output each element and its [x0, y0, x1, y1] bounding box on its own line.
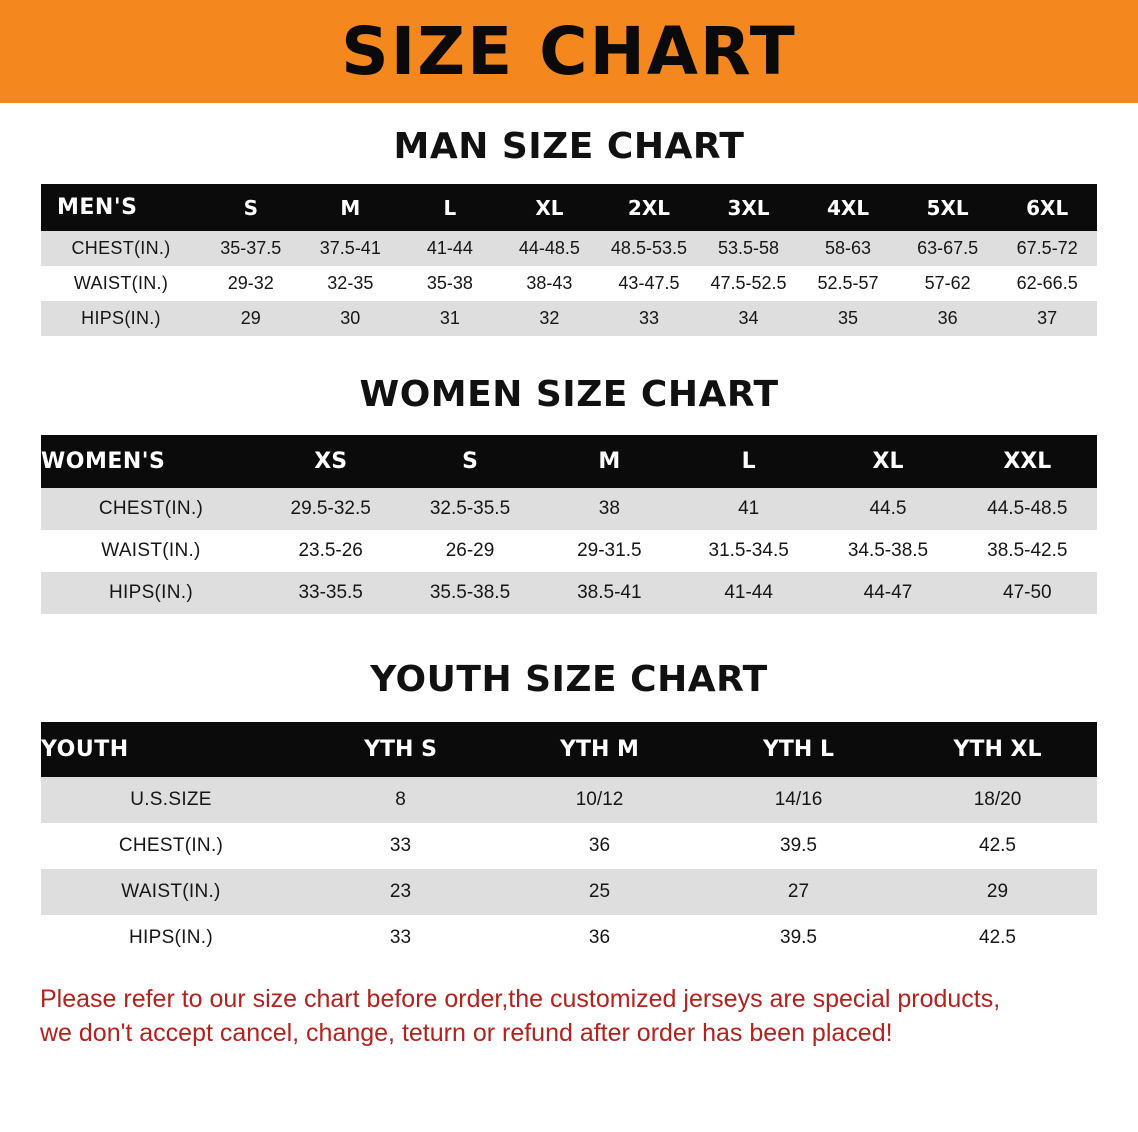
women-cell-0-4: 44.5 — [818, 488, 957, 530]
men-cell-2-2: 31 — [400, 301, 500, 336]
men-table-header — [41, 184, 1097, 231]
men-cell-0-6: 58-63 — [798, 231, 898, 266]
women-col-header-0: WOMEN'S — [41, 435, 261, 488]
women-cell-2-3: 41-44 — [679, 572, 818, 614]
youth-table-body — [41, 777, 1097, 961]
youth-cell-1-3: 42.5 — [898, 823, 1097, 869]
men-size-table — [41, 184, 1097, 336]
men-col-header-9: 6XL — [997, 184, 1097, 231]
youth-cell-3-3: 42.5 — [898, 915, 1097, 961]
youth-cell-2-0: 23 — [301, 869, 500, 915]
men-cell-1-8: 62-66.5 — [997, 266, 1097, 301]
youth-cell-2-3: 29 — [898, 869, 1097, 915]
men-col-header-1: S — [201, 184, 301, 231]
women-cell-1-0: 23.5-26 — [261, 530, 400, 572]
page-title: SIZE CHART — [341, 12, 797, 90]
women-cell-1-3: 31.5-34.5 — [679, 530, 818, 572]
men-cell-1-5: 47.5-52.5 — [699, 266, 799, 301]
men-cell-2-3: 32 — [500, 301, 600, 336]
table-row — [41, 572, 1097, 614]
youth-cell-1-1: 36 — [500, 823, 699, 869]
women-col-header-4: L — [679, 435, 818, 488]
men-cell-2-5: 34 — [699, 301, 799, 336]
men-row-label-1: WAIST(IN.) — [41, 266, 201, 301]
table-row — [41, 823, 1097, 869]
table-row — [41, 488, 1097, 530]
men-cell-2-8: 37 — [997, 301, 1097, 336]
men-cell-1-3: 38-43 — [500, 266, 600, 301]
women-cell-2-0: 33-35.5 — [261, 572, 400, 614]
men-cell-1-1: 32-35 — [301, 266, 401, 301]
youth-cell-0-0: 8 — [301, 777, 500, 823]
women-cell-2-5: 47-50 — [958, 572, 1097, 614]
men-cell-1-2: 35-38 — [400, 266, 500, 301]
table-row — [41, 301, 1097, 336]
table-row — [41, 915, 1097, 961]
table-row — [41, 231, 1097, 266]
men-cell-1-4: 43-47.5 — [599, 266, 699, 301]
men-cell-0-7: 63-67.5 — [898, 231, 998, 266]
women-col-header-6: XXL — [958, 435, 1097, 488]
table-row — [41, 266, 1097, 301]
women-cell-1-2: 29-31.5 — [540, 530, 679, 572]
women-row-label-2: HIPS(IN.) — [41, 572, 261, 614]
men-col-header-4: XL — [500, 184, 600, 231]
youth-row-label-2: WAIST(IN.) — [41, 869, 301, 915]
men-cell-0-3: 44-48.5 — [500, 231, 600, 266]
men-section-title: MAN SIZE CHART — [393, 126, 745, 167]
table-row — [41, 869, 1097, 915]
men-cell-2-0: 29 — [201, 301, 301, 336]
youth-col-header-0: YOUTH — [41, 722, 301, 777]
youth-table-wrapper — [41, 722, 1097, 961]
men-cell-0-8: 67.5-72 — [997, 231, 1097, 266]
men-table-wrapper — [41, 184, 1097, 336]
women-cell-0-2: 38 — [540, 488, 679, 530]
men-cell-1-6: 52.5-57 — [798, 266, 898, 301]
table-row — [41, 530, 1097, 572]
women-section-title: WOMEN SIZE CHART — [359, 374, 779, 415]
men-cell-2-4: 33 — [599, 301, 699, 336]
youth-row-label-0: U.S.SIZE — [41, 777, 301, 823]
women-row-label-1: WAIST(IN.) — [41, 530, 261, 572]
men-cell-2-7: 36 — [898, 301, 998, 336]
youth-col-header-3: YTH L — [699, 722, 898, 777]
men-col-header-5: 2XL — [599, 184, 699, 231]
youth-cell-1-0: 33 — [301, 823, 500, 869]
disclaimer-line-2: we don't accept cancel, change, teturn or refund after order has been placed! — [40, 1018, 893, 1047]
men-col-header-3: L — [400, 184, 500, 231]
women-table-header — [41, 435, 1097, 488]
banner — [0, 0, 1138, 103]
women-cell-1-1: 26-29 — [400, 530, 539, 572]
youth-size-table — [41, 722, 1097, 961]
men-row-label-2: HIPS(IN.) — [41, 301, 201, 336]
women-cell-2-2: 38.5-41 — [540, 572, 679, 614]
women-col-header-3: M — [540, 435, 679, 488]
men-cell-0-5: 53.5-58 — [699, 231, 799, 266]
table-row — [41, 184, 1097, 231]
men-cell-0-2: 41-44 — [400, 231, 500, 266]
men-row-label-0: CHEST(IN.) — [41, 231, 201, 266]
youth-col-header-1: YTH S — [301, 722, 500, 777]
men-col-header-6: 3XL — [699, 184, 799, 231]
women-col-header-5: XL — [818, 435, 957, 488]
youth-cell-3-1: 36 — [500, 915, 699, 961]
women-table-wrapper — [41, 435, 1097, 614]
women-cell-2-4: 44-47 — [818, 572, 957, 614]
men-cell-0-1: 37.5-41 — [301, 231, 401, 266]
table-row — [41, 435, 1097, 488]
youth-section-title: YOUTH SIZE CHART — [370, 659, 768, 700]
men-cell-1-0: 29-32 — [201, 266, 301, 301]
men-cell-2-6: 35 — [798, 301, 898, 336]
youth-table-header — [41, 722, 1097, 777]
youth-cell-0-1: 10/12 — [500, 777, 699, 823]
youth-cell-0-3: 18/20 — [898, 777, 1097, 823]
men-col-header-7: 4XL — [798, 184, 898, 231]
men-table-body — [41, 231, 1097, 336]
men-cell-2-1: 30 — [301, 301, 401, 336]
men-col-header-8: 5XL — [898, 184, 998, 231]
disclaimer-line-1: Please refer to our size chart before order,the customized jerseys are special products, — [40, 985, 1001, 1013]
women-cell-0-5: 44.5-48.5 — [958, 488, 1097, 530]
women-size-table — [41, 435, 1097, 614]
men-cell-0-4: 48.5-53.5 — [599, 231, 699, 266]
youth-row-label-1: CHEST(IN.) — [41, 823, 301, 869]
women-cell-1-5: 38.5-42.5 — [958, 530, 1097, 572]
youth-cell-3-2: 39.5 — [699, 915, 898, 961]
table-row — [41, 722, 1097, 777]
men-cell-0-0: 35-37.5 — [201, 231, 301, 266]
women-col-header-2: S — [400, 435, 539, 488]
disclaimer-note — [40, 983, 1098, 1051]
youth-row-label-3: HIPS(IN.) — [41, 915, 301, 961]
youth-cell-2-1: 25 — [500, 869, 699, 915]
women-col-header-1: XS — [261, 435, 400, 488]
women-cell-0-1: 32.5-35.5 — [400, 488, 539, 530]
men-col-header-0: MEN'S — [41, 184, 201, 231]
table-row — [41, 777, 1097, 823]
men-col-header-2: M — [301, 184, 401, 231]
youth-cell-2-2: 27 — [699, 869, 898, 915]
youth-col-header-2: YTH M — [500, 722, 699, 777]
women-cell-2-1: 35.5-38.5 — [400, 572, 539, 614]
youth-cell-1-2: 39.5 — [699, 823, 898, 869]
women-table-body — [41, 488, 1097, 614]
youth-cell-0-2: 14/16 — [699, 777, 898, 823]
women-row-label-0: CHEST(IN.) — [41, 488, 261, 530]
youth-col-header-4: YTH XL — [898, 722, 1097, 777]
women-cell-0-0: 29.5-32.5 — [261, 488, 400, 530]
youth-cell-3-0: 33 — [301, 915, 500, 961]
men-cell-1-7: 57-62 — [898, 266, 998, 301]
women-cell-0-3: 41 — [679, 488, 818, 530]
women-cell-1-4: 34.5-38.5 — [818, 530, 957, 572]
